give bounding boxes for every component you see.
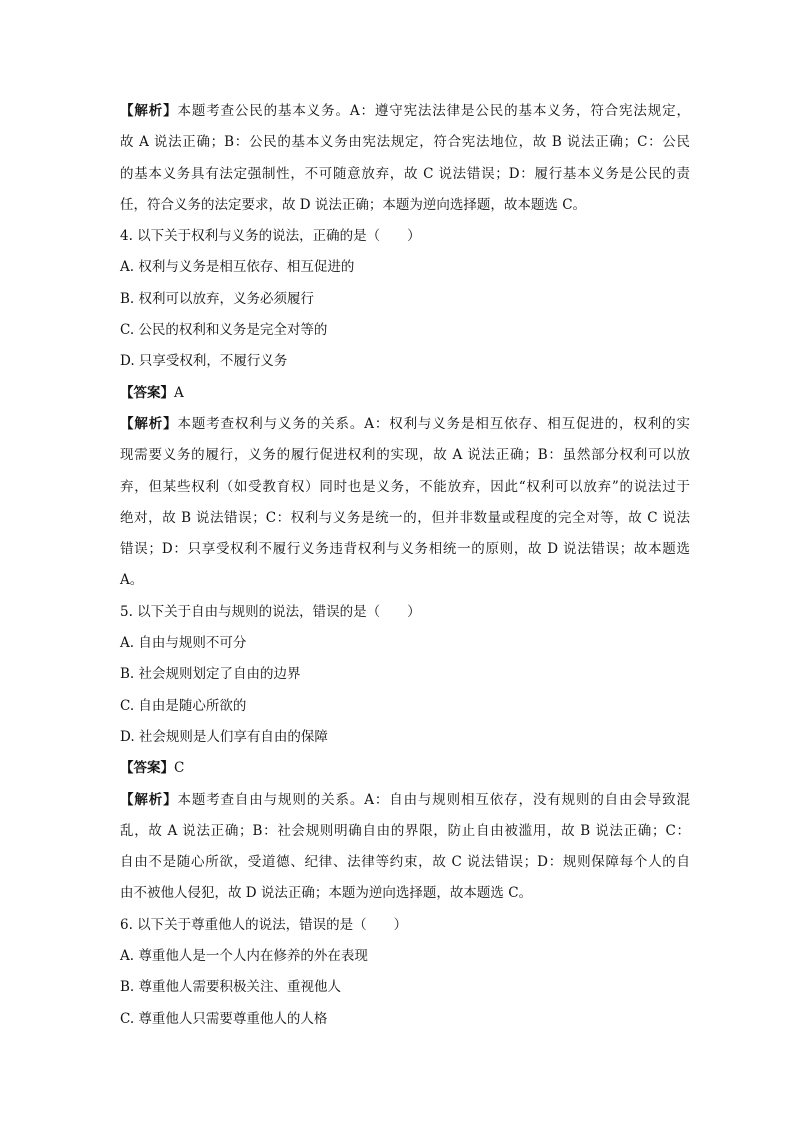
analysis-line: 【解析】本题考查自由与规则的关系。A：自由与规则相互依存，没有规则的自由会导致混 [120,791,691,808]
analysis-block [120,409,690,597]
question-5: 5. 以下关于自由与规则的说法，错误的是（ ） [120,603,421,620]
analysis-tag: 【解析】 [120,791,178,808]
option-c: C. 尊重他人只需要尊重他人的人格 [120,1010,328,1027]
option-c: C. 公民的权利和义务是完全对等的 [120,322,328,339]
option-d: D. 社会规则是人们享有自由的保障 [120,728,328,745]
question-6: 6. 以下关于尊重他人的说法，错误的是（ ） [120,916,408,933]
document-page [120,96,690,1035]
question-4: 4. 以下关于权利与义务的说法，正确的是（ ） [120,228,421,245]
option-a: A. 尊重他人是一个人内在修养的外在表现 [120,948,368,965]
analysis-tag: 【解析】 [120,103,178,119]
analysis-line: 弃，但某些权利（如受教育权）同时也是义务，不能放弃，因此“权利可以放弃”的说法过于 [120,478,690,495]
analysis-line: 的基本义务具有法定强制性，不可随意放弃，故 C 说法错误；D：履行基本义务是公民的责 [120,165,690,182]
option-a: A. 自由与规则不可分 [120,635,247,652]
option-d: D. 只享受权利，不履行义务 [120,353,288,370]
analysis-line: 现需要义务的履行，义务的履行促进权利的实现，故 A 说法正确；B：虽然部分权利可以放 [120,447,690,464]
analysis-block [120,96,690,221]
option-b: B. 权利可以放弃，义务必须履行 [120,290,315,307]
option-c: C. 自由是随心所欲的 [120,697,247,714]
answer-line [120,378,690,409]
option-a: A. 权利与义务是相互依存、相互促进的 [120,259,355,276]
analysis-line: 绝对，故 B 说法错误；C：权利与义务是统一的，但并非数量或程度的完全对等，故 C 说法 [120,509,690,526]
answer-tag: 【答案】 [120,760,174,777]
analysis-line: 任，符合义务的法定要求，故 D 说法正确；本题为逆向选择题，故本题选 C。 [120,196,587,213]
analysis-line: 故 A 说法正确；B：公民的基本义务由宪法规定，符合宪法地位，故 B 说法正确；C：公民 [120,134,690,151]
answer-line [120,753,690,784]
analysis-block [120,785,690,910]
answer-tag: 【答案】 [120,384,174,401]
analysis-tag: 【解析】 [120,415,178,432]
option-b: B. 社会规则划定了自由的边界 [120,666,301,683]
analysis-line: 【解析】本题考查公民的基本义务。A：遵守宪法法律是公民的基本义务，符合宪法规定， [120,103,691,119]
analysis-line: A。 [120,572,144,589]
analysis-line: 【解析】本题考查权利与义务的关系。A：权利与义务是相互依存、相互促进的，权利的实 [120,415,691,432]
answer-value: C [174,760,185,777]
option-b: B. 尊重他人需要积极关注、重视他人 [120,979,342,996]
analysis-line: 错误；D：只享受权利不履行义务违背权利与义务相统一的原则，故 D 说法错误；故本题选 [120,541,690,558]
answer-value: A [174,384,184,401]
analysis-line: 由不被他人侵犯，故 D 说法正确；本题为逆向选择题，故本题选 C。 [120,885,533,902]
analysis-line: 自由不是随心所欲，受道德、纪律、法律等约束，故 C 说法错误；D：规则保障每个人的自 [120,854,690,871]
analysis-line: 乱，故 A 说法正确；B：社会规则明确自由的界限，防止自由被滥用，故 B 说法正确；C： [120,822,690,839]
